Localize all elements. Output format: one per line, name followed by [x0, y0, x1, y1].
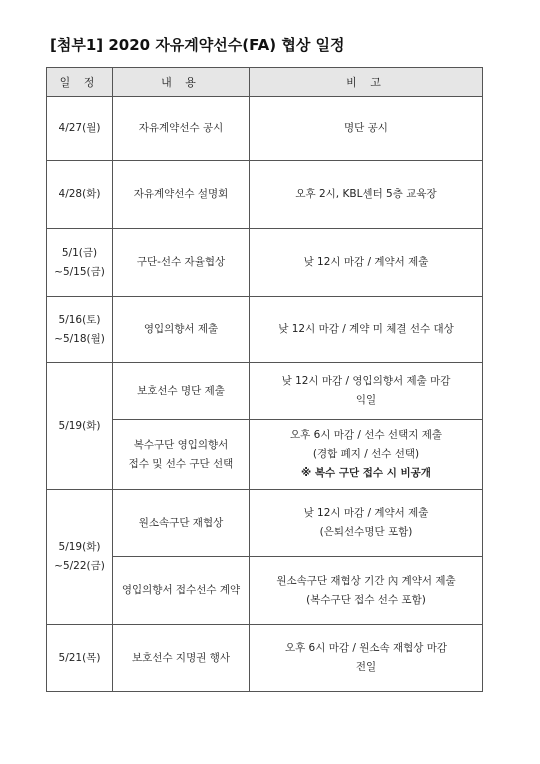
content-text: 보호선수 명단 제출	[137, 384, 225, 397]
content-cell	[113, 229, 250, 297]
note-cell	[250, 490, 483, 557]
date-cell	[47, 229, 113, 297]
content-cell	[113, 97, 250, 161]
content-text: 접수 및 선수 구단 선택	[128, 457, 234, 470]
date-cell	[47, 490, 113, 625]
table-row	[47, 490, 483, 557]
note-text: 명단 공시	[344, 122, 388, 134]
table-row	[47, 363, 483, 420]
note-cell	[250, 161, 483, 229]
header-date: 일 정	[47, 68, 113, 97]
note-cell	[250, 363, 483, 420]
note-cell	[250, 97, 483, 161]
table-header-row	[47, 68, 483, 97]
content-cell	[113, 420, 250, 490]
note-text: 오후 2시, KBL센터 5층 교육장	[295, 188, 437, 200]
content-cell	[113, 363, 250, 420]
table-row	[47, 97, 483, 161]
note-text: 전일	[355, 661, 377, 673]
table-row	[47, 229, 483, 297]
table-row	[47, 420, 483, 490]
date-cell	[47, 363, 113, 490]
header-content: 내 용	[113, 68, 250, 97]
note-emphasis: ※ 복수 구단 접수 시 비공개	[301, 467, 431, 479]
note-cell	[250, 557, 483, 625]
content-cell	[113, 557, 250, 625]
schedule-table	[46, 67, 483, 692]
note-text: 낮 12시 마감 / 계약 미 체결 선수 대상	[278, 323, 454, 335]
table-row	[47, 625, 483, 692]
note-cell	[250, 420, 483, 490]
table-row	[47, 161, 483, 229]
note-text: 낮 12시 마감 / 계약서 제출	[303, 256, 429, 268]
note-text: 원소속구단 재협상 기간 內 계약서 제출	[276, 574, 456, 587]
content-text: 자유계약선수 설명회	[133, 188, 229, 200]
date-text: 5/19(화)	[58, 419, 101, 432]
date-text: ~5/15(금)	[54, 265, 105, 278]
date-text: ~5/22(금)	[54, 560, 105, 572]
content-text: 원소속구단 재협상	[138, 516, 224, 529]
note-text: 익일	[355, 394, 377, 406]
note-text: 낮 12시 마감 / 계약서 제출	[303, 507, 429, 519]
date-cell	[47, 625, 113, 692]
date-cell	[47, 297, 113, 363]
date-text: 5/16(토)	[58, 313, 101, 326]
date-cell	[47, 97, 113, 161]
content-cell	[113, 161, 250, 229]
note-cell	[250, 297, 483, 363]
note-text: (복수구단 접수 선수 포함)	[306, 593, 426, 606]
note-text: 오후 6시 마감 / 원소속 재협상 마감	[284, 642, 448, 654]
content-text: 복수구단 영입의향서	[133, 438, 229, 451]
date-cell	[47, 161, 113, 229]
date-text: 5/1(금)	[61, 246, 98, 259]
content-cell	[113, 297, 250, 363]
document-title: [첨부1] 2020 자유계약선수(FA) 협상 일정	[50, 36, 345, 54]
note-text: 낮 12시 마감 / 영입의향서 제출 마감	[281, 375, 451, 387]
content-cell	[113, 490, 250, 557]
date-text: 4/28(화)	[58, 188, 101, 200]
note-text: (경합 폐지 / 선수 선택)	[312, 448, 420, 460]
content-text: 보호선수 지명권 행사	[132, 651, 230, 664]
note-text: (은퇴선수명단 포함)	[319, 526, 413, 538]
content-text: 구단-선수 자율협상	[136, 256, 226, 268]
content-text: 자유계약선수 공시	[138, 122, 224, 134]
note-text: 오후 6시 마감 / 선수 선택지 제출	[290, 429, 442, 441]
note-cell	[250, 625, 483, 692]
content-cell	[113, 625, 250, 692]
content-text: 영입의향서 제출	[143, 323, 219, 335]
date-text: 4/27(월)	[58, 122, 101, 134]
date-text: ~5/18(월)	[54, 332, 105, 345]
content-text: 영입의향서 접수선수 계약	[121, 584, 241, 596]
table-row	[47, 557, 483, 625]
date-text: 5/19(화)	[58, 541, 101, 553]
note-cell	[250, 229, 483, 297]
date-text: 5/21(목)	[58, 651, 101, 664]
header-note: 비 고	[250, 68, 483, 97]
table-row	[47, 297, 483, 363]
